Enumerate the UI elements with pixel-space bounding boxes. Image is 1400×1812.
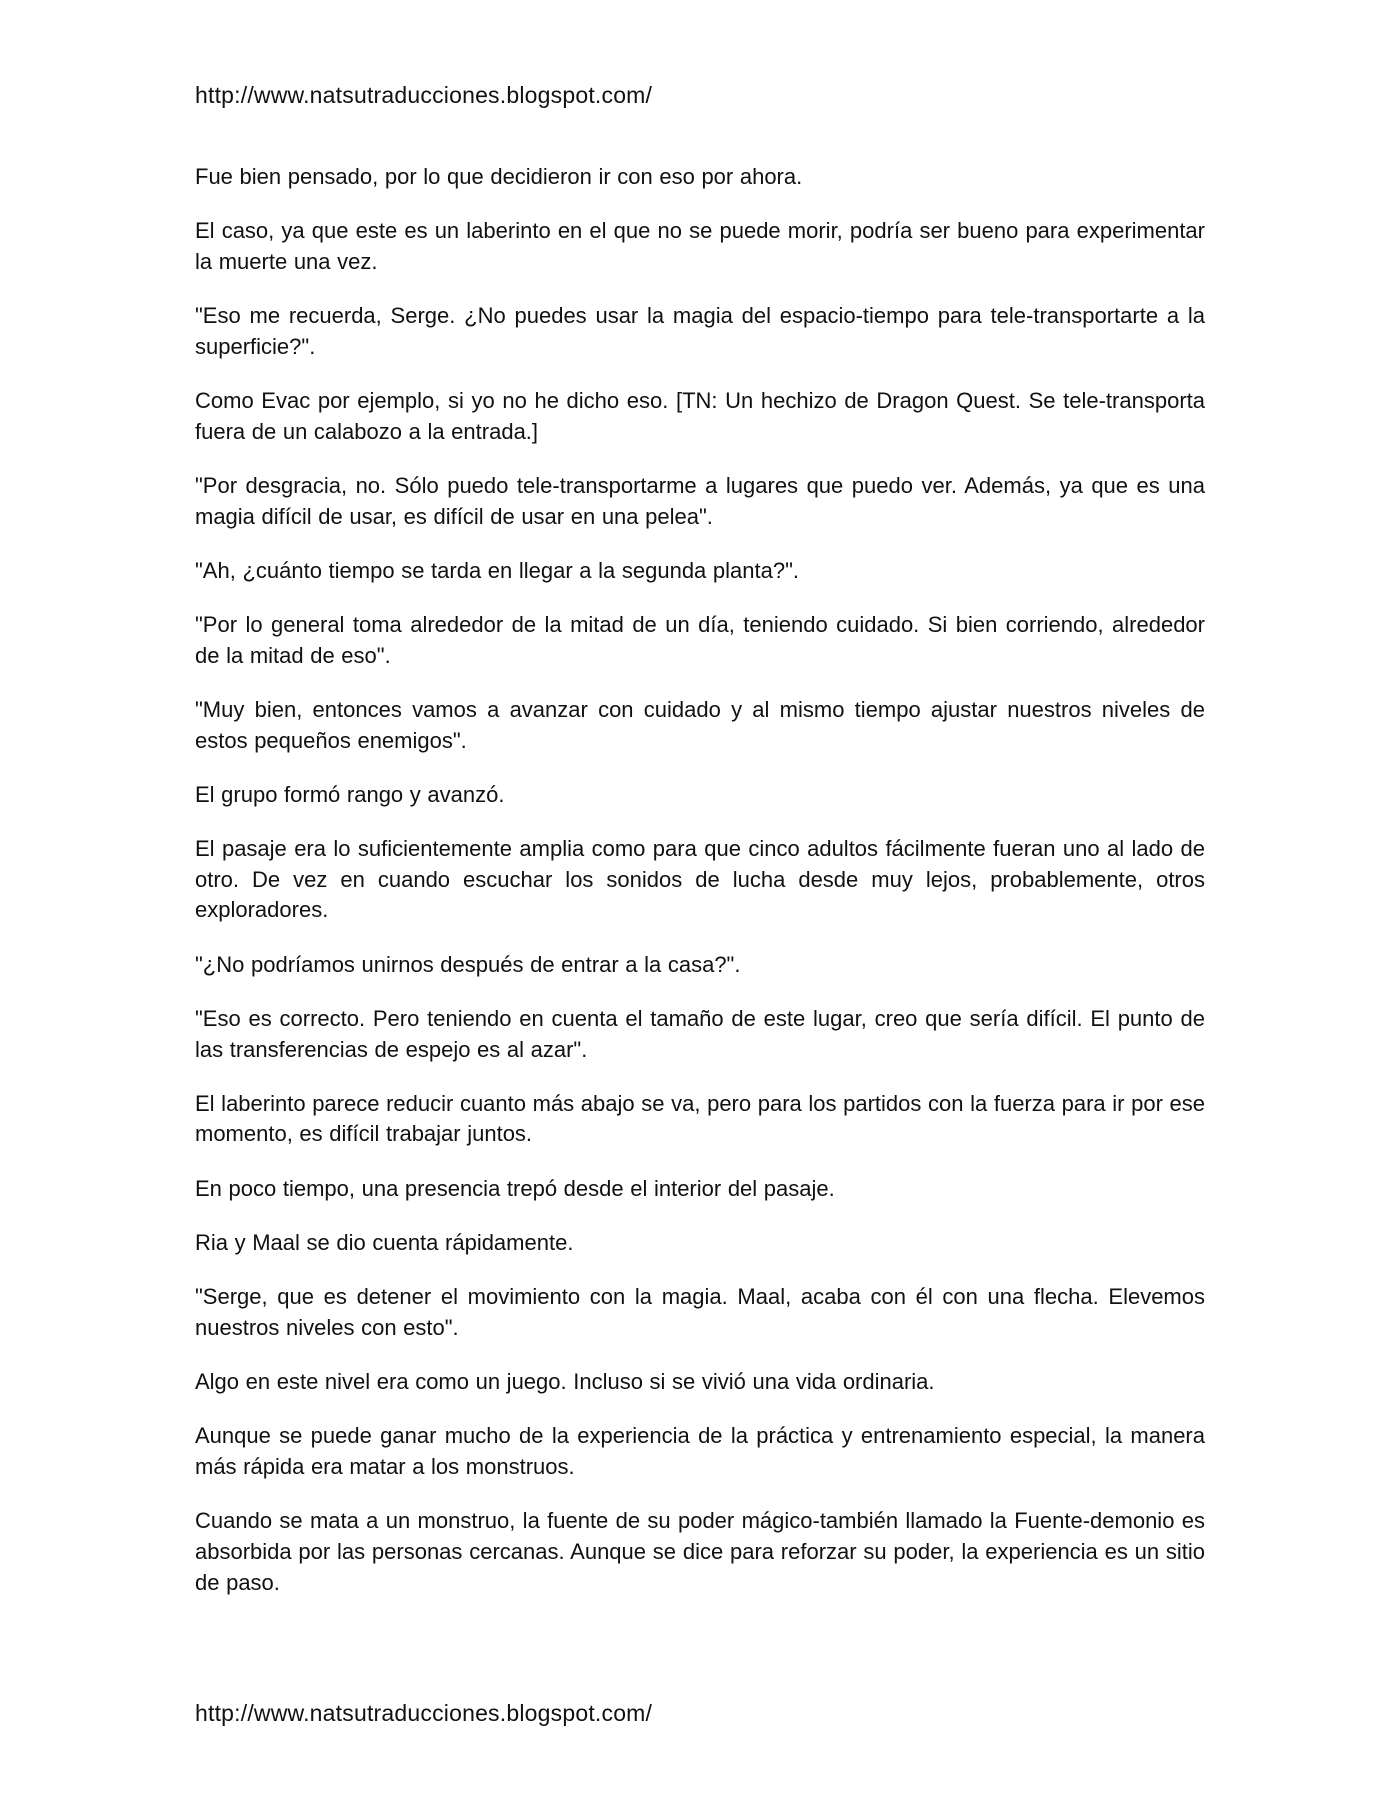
paragraph: El caso, ya que este es un laberinto en el que no se puede morir, podría ser bueno para experimentar la muerte una vez. bbox=[195, 218, 1205, 274]
paragraph: "Por lo general toma alrededor de la mitad de un día, teniendo cuidado. Si bien corriendo, alrededor de la mitad de eso". bbox=[195, 612, 1205, 668]
paragraph: Cuando se mata a un monstruo, la fuente de su poder mágico-también llamado la Fuente-demonio es absorbida por las personas cercanas. Aunque se dice para reforzar su poder, la experiencia es un sitio de paso. bbox=[195, 1508, 1205, 1595]
body-text bbox=[195, 162, 1205, 1622]
paragraph: En poco tiempo, una presencia trepó desde el interior del pasaje. bbox=[195, 1175, 835, 1201]
paragraph: El pasaje era lo suficientemente amplia como para que cinco adultos fácilmente fueran uno al lado de otro. De vez en cuando escuchar los sonidos de lucha desde muy lejos, probablemente, otros exploradores. bbox=[195, 836, 1205, 923]
footer-url: http://www.natsutraducciones.blogspot.com/ bbox=[195, 1700, 653, 1726]
paragraph: Fue bien pensado, por lo que decidieron ir con eso por ahora. bbox=[195, 164, 803, 189]
paragraph: "Ah, ¿cuánto tiempo se tarda en llegar a la segunda planta?". bbox=[195, 557, 800, 583]
paragraph: "Eso me recuerda, Serge. ¿No puedes usar la magia del espacio-tiempo para tele-transportarte a la superficie?". bbox=[195, 303, 1205, 359]
paragraph: Como Evac por ejemplo, si yo no he dicho eso. [TN: Un hechizo de Dragon Quest. Se tele-transporta fuera de un calabozo a la entrada.] bbox=[195, 388, 1205, 444]
paragraph: "Eso es correcto. Pero teniendo en cuenta el tamaño de este lugar, creo que sería difícil. El punto de las transferencias de espejo es al azar". bbox=[195, 1005, 1205, 1062]
paragraph: El laberinto parece reducir cuanto más abajo se va, pero para los partidos con la fuerza para ir por ese momento, es difícil trabajar juntos. bbox=[195, 1090, 1205, 1147]
paragraph: "Por desgracia, no. Sólo puedo tele-transportarme a lugares que puedo ver. Además, ya que es una magia difícil de usar, es difícil de usar en una pelea". bbox=[195, 472, 1205, 529]
paragraph: Algo en este nivel era como un juego. Incluso si se vivió una vida ordinaria. bbox=[195, 1368, 935, 1394]
paragraph: El grupo formó rango y avanzó. bbox=[195, 781, 505, 807]
paragraph: "Serge, que es detener el movimiento con la magia. Maal, acaba con él con una flecha. Elevemos nuestros niveles con esto". bbox=[195, 1284, 1205, 1340]
paragraph: "Muy bien, entonces vamos a avanzar con cuidado y al mismo tiempo ajustar nuestros niveles de estos pequeños enemigos". bbox=[195, 696, 1205, 753]
paragraph: "¿No podríamos unirnos después de entrar a la casa?". bbox=[195, 951, 741, 977]
paragraph: Aunque se puede ganar mucho de la experiencia de la práctica y entrenamiento especial, la manera más rápida era matar a los monstruos. bbox=[195, 1423, 1205, 1479]
header-url: http://www.natsutraducciones.blogspot.com/ bbox=[195, 82, 653, 108]
paragraph: Ria y Maal se dio cuenta rápidamente. bbox=[195, 1229, 574, 1255]
